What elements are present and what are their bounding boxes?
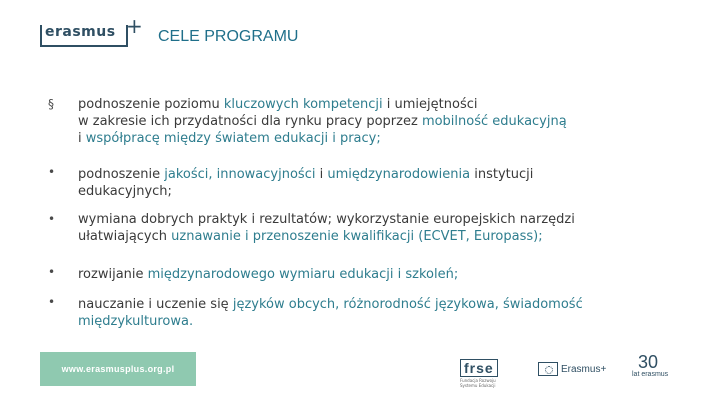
plain-text: podnoszenie poziomu bbox=[78, 97, 224, 112]
plain-text: podnoszenie bbox=[78, 167, 165, 182]
list-item bbox=[78, 266, 678, 283]
bullet-icon: • bbox=[48, 212, 56, 226]
bullet-icon: • bbox=[48, 265, 56, 279]
plain-text: i bbox=[315, 167, 328, 182]
list-item-line bbox=[78, 96, 678, 113]
bullet-icon: • bbox=[48, 295, 56, 309]
erasmus-logo bbox=[40, 14, 143, 50]
highlighted-text: jakości, innowacyjności bbox=[164, 167, 316, 182]
list-item-line bbox=[78, 130, 678, 147]
list-item-line bbox=[78, 211, 678, 228]
list-item bbox=[78, 166, 678, 200]
list-item-line bbox=[78, 266, 678, 283]
list-item bbox=[78, 211, 678, 245]
frse-logo-text: frse bbox=[460, 359, 498, 377]
erasmus-logo-text: erasmus bbox=[45, 24, 116, 40]
plain-text: ułatwiających bbox=[78, 229, 172, 244]
highlighted-text: uznawanie i przenoszenie kwalifikacji (ECVET, Europass); bbox=[171, 229, 543, 244]
list-item bbox=[78, 296, 678, 330]
page-title: CELE PROGRAMU bbox=[158, 28, 299, 45]
erasmus-plus-icon: + bbox=[126, 14, 143, 38]
list-item-line bbox=[78, 183, 678, 200]
plain-text: i umiejętności bbox=[382, 97, 478, 112]
list-item-line bbox=[78, 166, 678, 183]
list-item-line bbox=[78, 228, 678, 245]
highlighted-text: kluczowych kompetencji bbox=[223, 97, 383, 112]
plain-text: edukacyjnych; bbox=[78, 184, 172, 199]
bullet-icon: • bbox=[48, 165, 56, 179]
website-link[interactable]: www.erasmusplus.org.pl bbox=[40, 352, 196, 386]
plain-text: i bbox=[78, 131, 86, 146]
frse-logo bbox=[460, 358, 508, 388]
eu-flag-icon bbox=[538, 362, 558, 376]
list-item-line bbox=[78, 313, 678, 330]
highlighted-text: międzykulturowa. bbox=[78, 314, 194, 329]
thirty-years-label: lat erasmus bbox=[632, 371, 669, 378]
bullet-icon: § bbox=[48, 97, 54, 111]
plain-text: instytucji bbox=[470, 167, 534, 182]
highlighted-text: współpracę między światem edukacji i pracy; bbox=[85, 131, 381, 146]
thirty-years-logo bbox=[632, 354, 686, 384]
list-item bbox=[78, 96, 678, 147]
highlighted-text: języków obcych, różnorodność językowa, świadomość bbox=[232, 297, 583, 312]
list-item-line bbox=[78, 113, 678, 130]
plain-text: w zakresie ich przydatności dla rynku pracy poprzez bbox=[78, 114, 422, 129]
plain-text: rozwijanie bbox=[78, 267, 148, 282]
erasmus-plus-logo-text: Erasmus+ bbox=[561, 363, 607, 375]
thirty-years-number: 30 bbox=[638, 352, 659, 372]
highlighted-text: umiędzynarodowienia bbox=[327, 167, 471, 182]
frse-logo-subtitle: Fundacja Rozwoju Systemu Edukacji bbox=[460, 378, 496, 388]
plain-text: nauczanie i uczenie się bbox=[78, 297, 233, 312]
list-item-line bbox=[78, 296, 678, 313]
highlighted-text: międzynarodowego wymiaru edukacji i szkoleń; bbox=[147, 267, 459, 282]
highlighted-text: mobilność edukacyjną bbox=[421, 114, 567, 129]
erasmus-plus-logo bbox=[538, 360, 606, 378]
plain-text: wymiana dobrych praktyk i rezultatów; wykorzystanie europejskich narzędzi bbox=[78, 212, 575, 227]
